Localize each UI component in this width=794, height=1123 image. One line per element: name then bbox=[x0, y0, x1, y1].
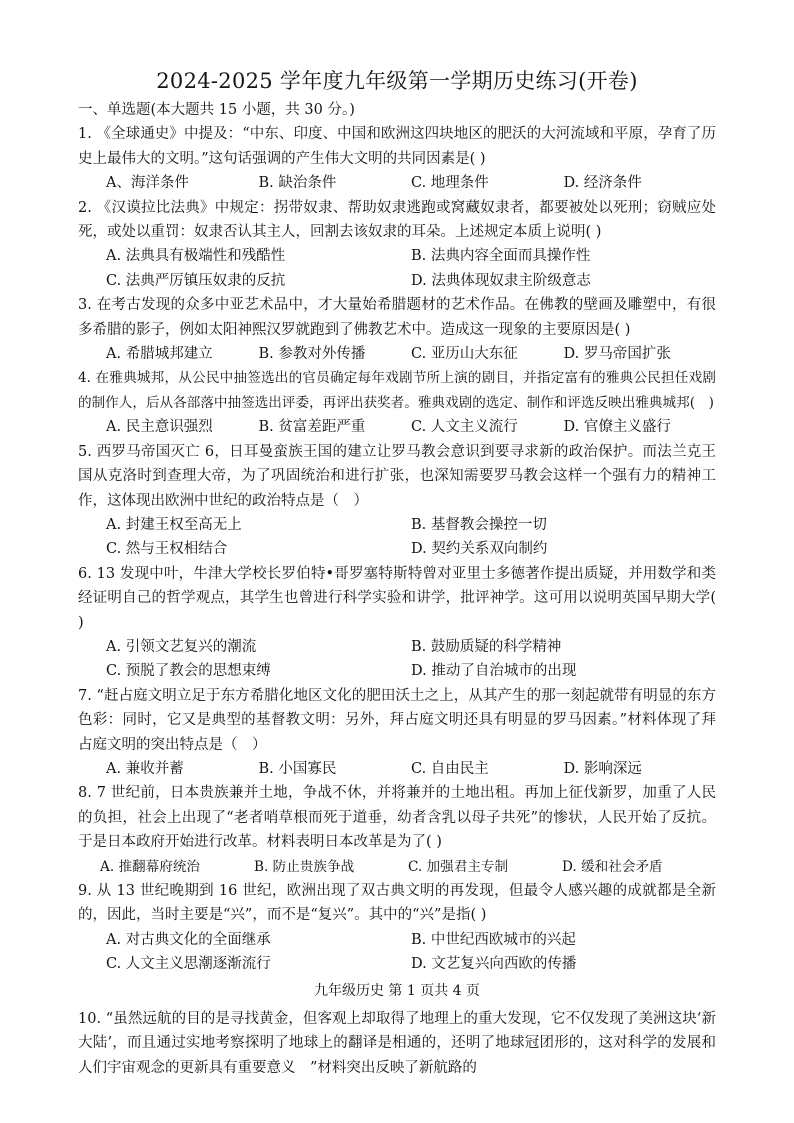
option-b: B. 防止贵族争战 bbox=[254, 858, 355, 875]
page-footer: 九年级历史 第 1 页共 4 页 bbox=[313, 982, 481, 999]
options-grid bbox=[78, 244, 716, 293]
question-9 bbox=[78, 879, 716, 977]
option-a: A. 推翻幕府统治 bbox=[100, 858, 201, 875]
option-d: D. 法典体现奴隶主阶级意志 bbox=[411, 272, 591, 289]
option-d: D. 罗马帝国扩张 bbox=[563, 346, 671, 363]
option-d: D. 推动了自治城市的出现 bbox=[411, 663, 577, 680]
options-row bbox=[78, 415, 716, 439]
question-stem: 2. 《汉谟拉比法典》中规定：拐带奴隶、帮助奴隶逃跑或窝藏奴隶者，都要被处以死刑；窃贼应处死，或处以重罚：奴隶否认其主人，回割去该奴隶的耳朵。上述规定本质上说明( ) bbox=[78, 199, 716, 241]
option-d: D. 文艺复兴向西欧的传播 bbox=[411, 956, 577, 973]
options-row bbox=[78, 855, 716, 879]
option-a: A. 希腊城邦建立 bbox=[106, 346, 213, 363]
question-stem: 10. “虽然远航的目的是寻找黄金，但客观上却取得了地理上的重大发现，它不仅发现了美洲这块‘新大陆’，而且通过实地考察探明了地球上的翻译是相通的，还明了地球冠团形的，这对科学的发展和人们宇宙观念的更新具有重要意义 ”材料突出反映了新航路的 bbox=[78, 1011, 716, 1076]
question-5 bbox=[78, 440, 716, 562]
question-stem: 6. 13 发现中叶，牛津大学校长罗伯特•哥罗塞特斯特曾对亚里士多德著作提出质疑，并用数学和类经证明自己的哲学观点，其学生也曾进行科学实验和讲学，批评神学。这可用以说明英国早期大学( ) bbox=[78, 565, 716, 631]
question-1 bbox=[78, 122, 716, 195]
question-stem: 9. 从 13 世纪晚期到 16 世纪，欧洲出现了双古典文明的再发现，但最令人感兴趣的成就都是全新的，因此，当时主要是“兴”，而不是“复兴”。其中的“兴”是指( ) bbox=[78, 883, 716, 924]
option-b: B. 小国寡民 bbox=[258, 760, 337, 777]
options-grid bbox=[78, 513, 716, 562]
option-a: A、海洋条件 bbox=[106, 175, 189, 192]
option-b: B. 贫富差距严重 bbox=[258, 419, 366, 436]
option-c: C. 然与王权相结合 bbox=[106, 541, 228, 558]
section-heading: 一、单选题(本大题共 15 小题，共 30 分。) bbox=[78, 102, 355, 118]
option-c: C. 地理条件 bbox=[411, 175, 489, 192]
question-stem: 1. 《全球通史》中提及：“中东、印度、中国和欧洲这四块地区的肥沃的大河流域和平原，孕育了历史上最伟大的文明。”这句话强调的产生伟大文明的共同因素是( ) bbox=[78, 126, 716, 167]
options-row bbox=[78, 171, 716, 195]
question-3 bbox=[78, 293, 716, 366]
options-row bbox=[78, 342, 716, 366]
option-a: A. 民主意识强烈 bbox=[106, 419, 213, 436]
option-d: D. 缓和社会矛盾 bbox=[562, 858, 663, 875]
option-a: A. 对古典文化的全面继承 bbox=[106, 931, 271, 948]
option-c: C. 加强君主专制 bbox=[408, 858, 509, 875]
option-b: B. 缺治条件 bbox=[258, 175, 337, 192]
option-a: A. 兼收并蓄 bbox=[106, 760, 184, 777]
question-8 bbox=[78, 781, 716, 879]
option-c: C. 法典严厉镇压奴隶的反抗 bbox=[106, 272, 286, 289]
option-d: D. 经济条件 bbox=[563, 175, 642, 192]
option-c: C. 人文主义流行 bbox=[411, 419, 518, 436]
option-a: A. 引领文艺复兴的潮流 bbox=[106, 638, 257, 655]
question-2 bbox=[78, 196, 716, 294]
option-b: B. 鼓励质疑的科学精神 bbox=[411, 638, 562, 655]
option-c: C. 人文主义思潮逐渐流行 bbox=[106, 956, 271, 973]
options-grid bbox=[78, 928, 716, 977]
question-stem: 4. 在雅典城邦，从公民中抽签选出的官员确定每年戏剧节所上演的剧目，并指定富有的雅典公民担任戏剧的制作人，后从各部落中抽签选出评委，再评出获奖者。雅典戏剧的选定、制作和评选反映出雅典城邦( ) bbox=[78, 370, 716, 411]
option-a: A. 封建王权至高无上 bbox=[106, 516, 242, 533]
question-stem: 5. 西罗马帝国灭亡 6，日耳曼蛮族王国的建立让罗马教会意识到要寻求新的政治保护。而法兰克王国从克洛时到查理大帝，为了巩固统治和进行扩张，也深知需要罗马教会这样一个强有力的精神工作，这体现出欧洲中世纪的政治特点是（ ） bbox=[78, 443, 716, 509]
option-d: D. 官僚主义盛行 bbox=[563, 419, 671, 436]
option-a: A. 法典具有极端性和残酷性 bbox=[106, 248, 286, 265]
question-10 bbox=[78, 1007, 716, 1080]
option-d: D. 契约关系双向制约 bbox=[411, 541, 548, 558]
options-grid bbox=[78, 635, 716, 684]
question-6 bbox=[78, 562, 716, 684]
options-row bbox=[78, 757, 716, 781]
option-b: B. 参教对外传播 bbox=[258, 346, 366, 363]
question-stem: 7. “赶占庭文明立足于东方希腊化地区文化的肥田沃土之上，从其产生的那一刻起就带有明显的东方色彩：同时，它又是典型的基督教文明：另外，拜占庭文明还具有明显的罗马因素。”材料体现了拜占庭文明的突出特点是（ ） bbox=[78, 687, 716, 753]
question-4 bbox=[78, 366, 716, 439]
question-stem: 3. 在考古发现的众多中亚艺术品中，才大量始希腊题材的艺术作品。在佛教的壁画及雕塑中，有很多希腊的影子，例如太阳神熙汉罗就跑到了佛教艺术中。造成这一现象的主要原因是( ) bbox=[78, 297, 716, 338]
option-b: B. 中世纪西欧城市的兴起 bbox=[411, 931, 576, 948]
option-c: C. 亚历山大东征 bbox=[411, 346, 518, 363]
option-c: C. 预脱了教会的思想束缚 bbox=[106, 663, 271, 680]
option-b: B. 基督教会操控一切 bbox=[411, 516, 547, 533]
page-title: 2024-2025 学年度九年级第一学期历史练习(开卷) bbox=[156, 69, 638, 93]
option-b: B. 法典内容全面而具操作性 bbox=[411, 248, 591, 265]
option-c: C. 自由民主 bbox=[411, 760, 489, 777]
option-d: D. 影响深远 bbox=[563, 760, 642, 777]
question-7 bbox=[78, 684, 716, 782]
question-stem: 8. 7 世纪前，日本贵族兼并土地，争战不休，并将兼并的土地出租。再加上征伐新罗，加重了人民的负担，社会上出现了“老者哨草根而死于道垂，幼者含乳以母子共死”的惨状，人民开始了反抗。于是日本政府开始进行改革。材料表明日本改革是为了( ) bbox=[78, 785, 716, 851]
